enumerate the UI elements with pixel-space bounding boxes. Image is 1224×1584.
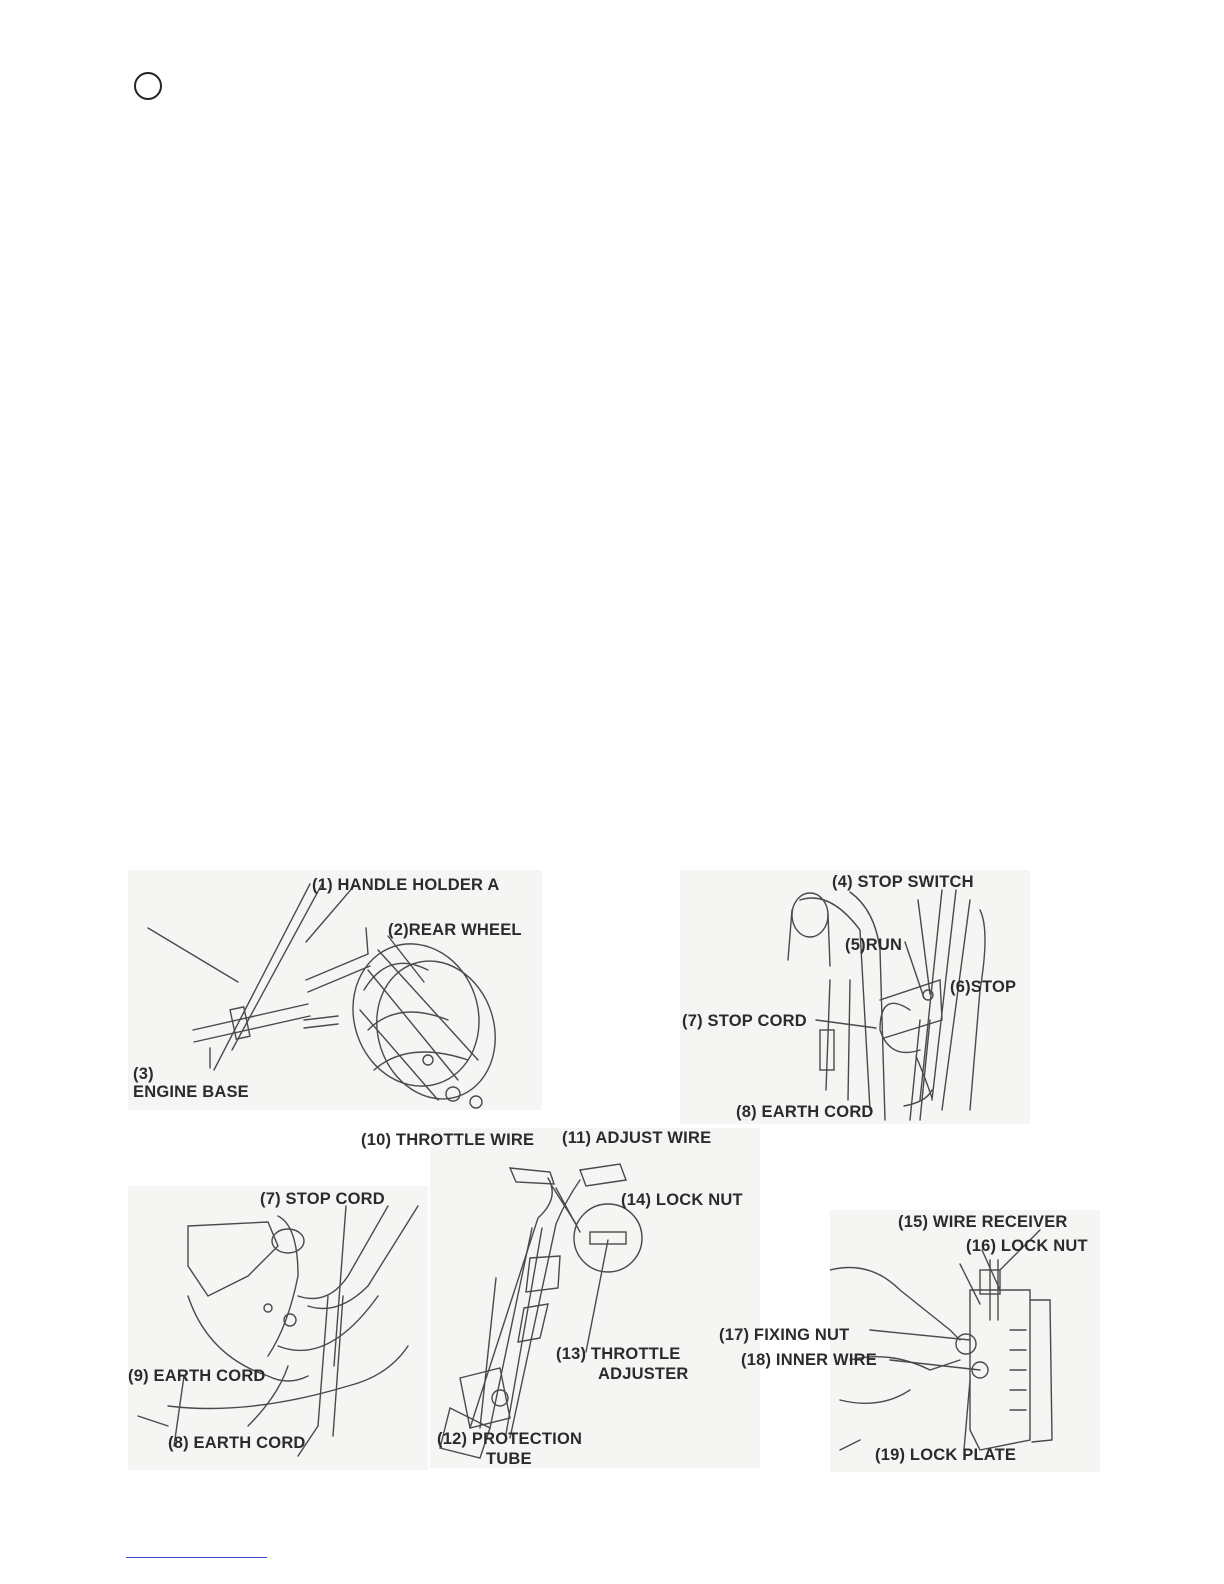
label-inner-wire: (18) INNER WIRE bbox=[741, 1351, 877, 1369]
label-rear-wheel: (2)REAR WHEEL bbox=[388, 921, 522, 939]
figure-rear-wheel bbox=[128, 870, 542, 1110]
figure-handle bbox=[361, 1128, 760, 1468]
figure-engine-cords bbox=[128, 1186, 428, 1470]
label-adjust-wire: (11) ADJUST WIRE bbox=[562, 1129, 712, 1147]
label-run: (5)RUN bbox=[845, 936, 903, 954]
label-stop-switch: (4) STOP SWITCH bbox=[832, 873, 974, 891]
label-lock-nut: (14) LOCK NUT bbox=[621, 1191, 743, 1209]
label-stop: (6)STOP bbox=[950, 978, 1017, 996]
figure-stop-switch bbox=[680, 870, 1030, 1124]
label-protection-tube-line1: (12) PROTECTION bbox=[437, 1430, 583, 1448]
label-wire-receiver: (15) WIRE RECEIVER bbox=[898, 1213, 1068, 1231]
label-earth-cord: (8) EARTH CORD bbox=[736, 1103, 874, 1121]
engine-cords-illustration bbox=[128, 1186, 428, 1470]
label-throttle-wire: (10) THROTTLE WIRE bbox=[361, 1131, 535, 1149]
page-marker-circle bbox=[134, 72, 162, 100]
handle-throttle-illustration bbox=[430, 1128, 760, 1468]
stop-switch-illustration bbox=[680, 870, 1030, 1124]
label-earth-cord-9: (9) EARTH CORD bbox=[128, 1367, 266, 1385]
label-earth-cord-8: (8) EARTH CORD bbox=[168, 1434, 306, 1452]
label-engine-base: ENGINE BASE bbox=[133, 1083, 249, 1101]
label-fixing-nut: (17) FIXING NUT bbox=[719, 1326, 850, 1344]
figure-carburetor bbox=[719, 1210, 1100, 1472]
label-throttle-adjuster-line1: (13) THROTTLE bbox=[556, 1345, 681, 1363]
label-handle-holder-a: (1) HANDLE HOLDER A bbox=[312, 876, 500, 894]
label-protection-tube-line2: TUBE bbox=[486, 1450, 532, 1468]
label-lock-nut: (16) LOCK NUT bbox=[966, 1237, 1088, 1255]
label-throttle-adjuster-line2: ADJUSTER bbox=[598, 1365, 689, 1383]
label-stop-cord: (7) STOP CORD bbox=[260, 1190, 385, 1208]
footer-rule bbox=[126, 1557, 267, 1558]
rear-wheel-illustration bbox=[128, 870, 542, 1110]
label-lock-plate: (19) LOCK PLATE bbox=[875, 1446, 1017, 1464]
label-stop-cord: (7) STOP CORD bbox=[682, 1012, 807, 1030]
label-engine-base-number: (3) bbox=[133, 1065, 154, 1083]
